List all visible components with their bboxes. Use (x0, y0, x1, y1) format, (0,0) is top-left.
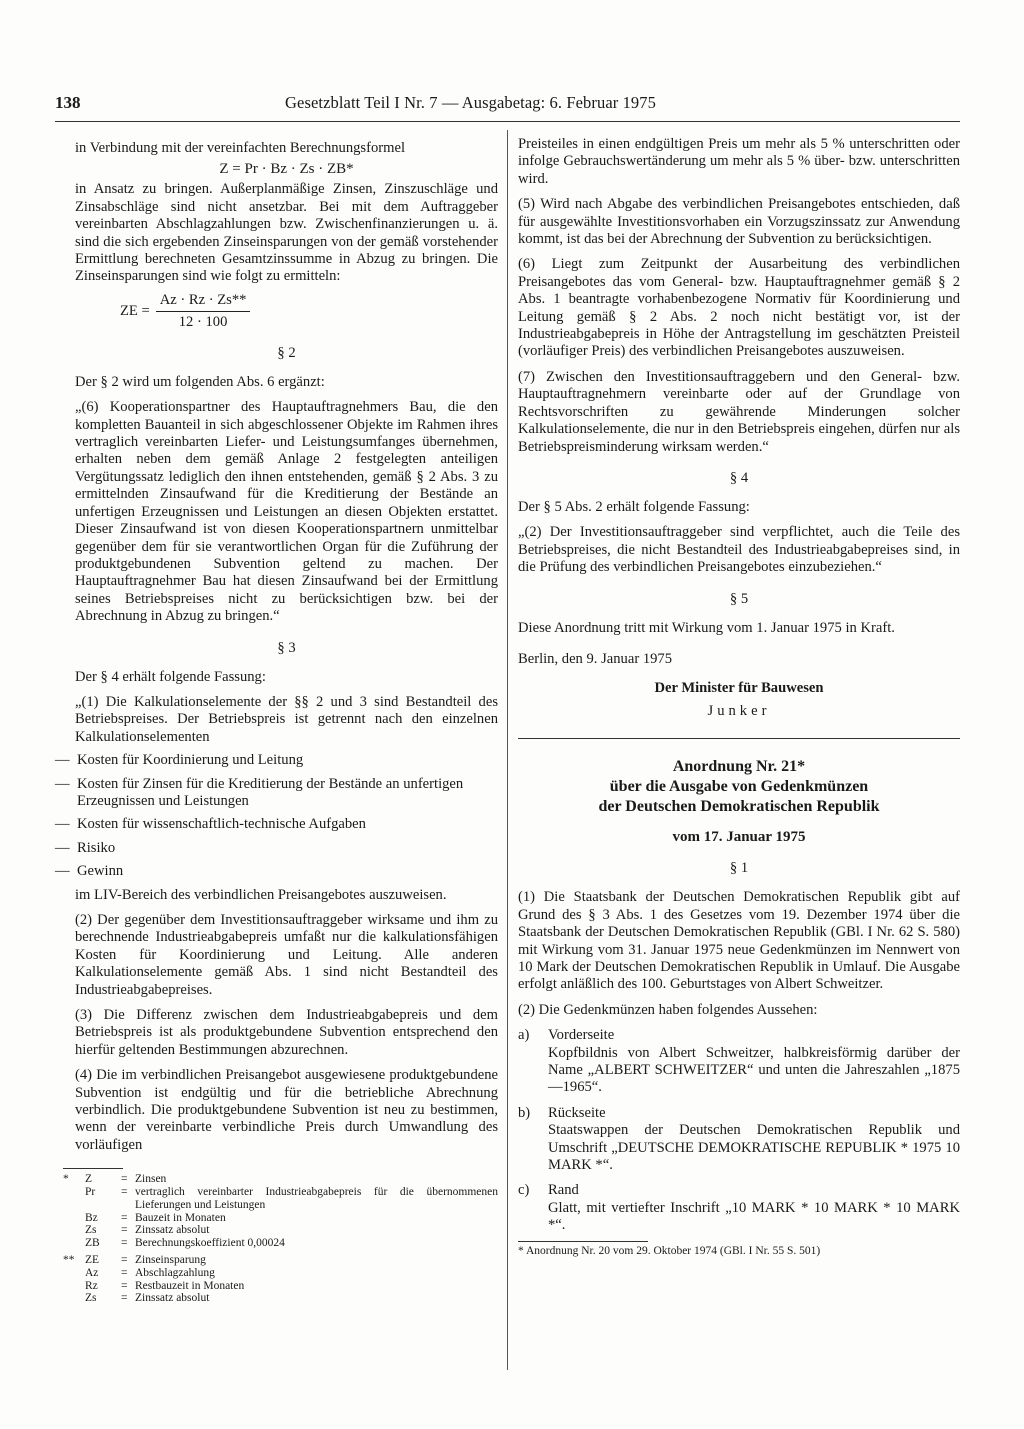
formula-lhs: ZE = (120, 302, 150, 319)
footnote-row: Bz = Bauzeit in Monaten (85, 1211, 226, 1224)
section-heading: § 4 (729, 469, 749, 486)
paragraph: (4) Die im verbindlichen Preisangebot ausgewiesene produktgebundene Subvention ist endgültig und für die betriebliche Abrechnung verbindlich. Die produktgebundene Subvention ist neu zu bestimmen, wenn der vereinbarte verbindliche Preis durch Umwandlung des vorläufigen (75, 1067, 498, 1153)
paragraph: „(6) Kooperationspartner des Hauptauftragnehmers Bau, die den kompletten Bauanteil in sich abgeschlossener Objekte im Rahmen ihres vertraglich vereinbarten Liefer- und Leistungsumfanges übernehmen, erhalten neben dem gemäß Anlage 2 festgelegten anteiligen Vergütungssatz lediglich den ihnen entstehenden, gemäß § 2 Abs. 3 zu ermittelnden Zinsaufwand für die Kreditierung der Bestände an unfertigen Erzeugnissen und Leistungen an diesen Objekten erstattet. Dieser Zinsaufwand ist von diesen Kooperationspartnern unmittelbar gegenüber dem für sie verantwortlichen Organ für die Zuführung der produktgebundenen Subvention geltend zu machen. Der Hauptauftragnehmer Bau hat diesen Zinsaufwand bei der Ermittlung seines Betriebspreises nicht zu berücksichtigen bzw. bei der Abrechnung in Abzug zu bringen.“ (75, 399, 498, 625)
footnote-row: Pr = vertraglich vereinbarter Industrieabgabepreis für die übernommenen Lieferungen und Leistungen (85, 1186, 498, 1211)
signer-name: Junker (707, 703, 771, 720)
footnote-text: * Anordnung Nr. 20 vom 29. Oktober 1974 (GBl. I Nr. 55 S. 501) (518, 1244, 821, 1257)
page-header (55, 93, 960, 119)
footnote-right (518, 1241, 960, 1258)
title-line: der Deutschen Demokratischen Republik (598, 798, 880, 816)
paragraph: „(1) Die Kalkulationselemente der §§ 2 und 3 sind Bestandteil des Betriebspreises. Der Betriebspreis ist getrennt nach den einzelnen Kalkulationselementen (75, 693, 498, 745)
footnote-row: Zs = Zinssatz absolut (85, 1224, 210, 1237)
footnotes-left (63, 1168, 498, 1305)
footnote-row: Az = Abschlagzahlung (85, 1266, 215, 1279)
section-heading: § 1 (729, 860, 749, 877)
footnote-row: Zs = Zinssatz absolut (85, 1292, 210, 1305)
list-item: — Kosten für Zinsen für die Kreditierung der Bestände an unfertigen Erzeugnissen und Leistungen (55, 775, 464, 809)
list-item: — Kosten für wissenschaftlich-technische Aufgaben (55, 816, 366, 833)
minister-title: Der Minister für Bauwesen (654, 680, 824, 697)
coin-item-text: Kopfbildnis von Albert Schweitzer, halbkreisförmig darüber der Name „ALBERT SCHWEITZER“ und unten die Jahreszahlen „1875—1965“. (548, 1044, 960, 1096)
left-column (55, 140, 498, 1305)
cost-list (55, 752, 498, 880)
coin-item-text: Glatt, mit vertiefter Inschrift „10 MARK * 10 MARK * 10 MARK *“. (548, 1199, 960, 1234)
paragraph: (1) Die Staatsbank der Deutschen Demokratischen Republik gibt auf Grund des § 3 Abs. 1 des Gesetzes vom 19. Dezember 1974 über die Staatsbank der Deutschen Demokratischen Republik (GBl. I Nr. 62 S. 580) mit Wirkung vom 31. Januar 1975 neue Gedenkmünzen im Nennwert von 10 Mark der Deutschen Demokratischen Republik in Umlauf. Die Ausgabe erfolgt anläßlich des 100. Geburtstages von Albert Schweitzer. (518, 889, 960, 993)
column-divider (507, 130, 508, 1370)
paragraph: (7) Zwischen den Investitionsauftraggebern und den General- bzw. Hauptauftragnehmern vereinbarte oder auf der Grundlage von Rechtsvorschriften zu gewährende Minderungen solcher Kalkulationselemente, die nur in den Betriebspreis eingehen, dürfen nur als Betriebspreisminderung wirksam werden.“ (518, 368, 960, 455)
footnote-row: * Z = Zinsen (63, 1173, 167, 1186)
paragraph: Diese Anordnung tritt mit Wirkung vom 1. Januar 1975 in Kraft. (518, 619, 895, 636)
paragraph: (5) Wird nach Abgabe des verbindlichen Preisangebotes entschieden, daß für ausgewählte Investitionsvorhaben ein Vorzugszinssatz zur Anwendung kommt, ist das bei der Abrechnung der Subvention zu berücksichtigen. (518, 196, 960, 248)
paragraph: Der § 2 wird um folgenden Abs. 6 ergänzt: (75, 373, 325, 390)
formula-savings (120, 292, 498, 331)
running-head: Gesetzblatt Teil I Nr. 7 — Ausgabetag: 6. Februar 1975 (285, 93, 656, 112)
paragraph: „(2) Der Investitionsauftraggeber sind verpflichtet, auch die Teile des Betriebspreises, die nicht Bestandteil des Industrieabgabepreises sind, in die Prüfung des verbindlichen Preisangebotes einzubeziehen.“ (518, 524, 960, 576)
paragraph: (2) Der gegenüber dem Investitionsauftraggeber wirksame und ihm zu berechnende Industrieabgabepreis umfaßt nur die kalkulationsfähigen Kosten für Koordinierung und Leitung. Alle anderen Kalkulationselemente gemäß Abs. 1 sind nicht Bestandteil des Industrieabgabepreises. (75, 912, 498, 998)
formula-interest: Z = Pr · Bz · Zs · ZB* (219, 161, 354, 178)
coin-item: b) Rückseite (518, 1104, 606, 1121)
right-column (518, 130, 960, 1258)
paragraph: im LIV-Bereich des verbindlichen Preisangebotes auszuweisen. (75, 886, 447, 903)
paragraph: in Ansatz zu bringen. Außerplanmäßige Zinsen, Zinszuschläge und Zinsabschläge sind nicht ansetzbar. Bei mit dem Auftraggeber vereinbarten Abschlagzahlungen bzw. Zwischenfinanzierungen u. ä. sind die sich ergebenden Zinseinsparungen von der gemäß vorstehender Ermittlung berechneten Gesamtzinssumme in Abzug zu bringen. Die Zinseinsparungen sind wie folgt zu ermitteln: (75, 181, 498, 285)
title-line: Anordnung Nr. 21* (672, 758, 806, 776)
paragraph: in Verbindung mit der vereinfachten Berechnungsformel (75, 140, 406, 156)
footnote-row: ZB = Berechnungskoeffizient 0,00024 (85, 1237, 285, 1250)
paragraph: (6) Liegt zum Zeitpunkt der Ausarbeitung des verbindlichen Preisangebotes das vom General- bzw. Hauptauftragnehmer gemäß § 2 Abs. 1 beantragte vorhabenbezogene Normativ für Koordinierung und Leitung gemäß § 2 Abs. 2 noch nicht bestätigt vor, ist der Industrieabgabepreis in Höhe der Antragstellung im geschätzten Preisteil (vorläufiger Preis) des verbindlichen Preisangebotes auszuweisen. (518, 256, 960, 360)
paragraph: Der § 5 Abs. 2 erhält folgende Fassung: (518, 498, 750, 515)
coin-item: a) Vorderseite (518, 1027, 615, 1044)
list-item: — Kosten für Koordinierung und Leitung (55, 752, 304, 769)
list-item: — Risiko (55, 839, 116, 856)
ordinance-date: vom 17. Januar 1975 (672, 829, 806, 846)
title-line: über die Ausgabe von Gedenkmünzen (609, 778, 869, 796)
coin-item: c) Rand (518, 1182, 579, 1199)
ordinance-title (518, 757, 960, 817)
list-item: — Gewinn (55, 863, 124, 880)
page-number: 138 (55, 93, 81, 112)
formula-numerator: Az · Rz · Zs** (156, 292, 251, 312)
footnote-row: Rz = Restbauzeit in Monaten (85, 1279, 245, 1292)
paragraph: Der § 4 erhält folgende Fassung: (75, 668, 266, 685)
paragraph: (3) Die Differenz zwischen dem Industrieabgabepreis und dem Betriebspreis ist als produktgebundene Subvention entsprechend den hierfür geltenden Bestimmungen abzurechnen. (75, 1007, 498, 1058)
paragraph: (2) Die Gedenkmünzen haben folgendes Aussehen: (518, 1001, 818, 1018)
place-date: Berlin, den 9. Januar 1975 (518, 650, 673, 667)
paragraph: Preisteiles in einen endgültigen Preis um mehr als 5 % unterschritten oder infolge Gebrauchswertänderung um mehr als 5 % über- bzw. unterschritten wird. (518, 136, 960, 187)
coin-item-text: Staatswappen der Deutschen Demokratischen Republik und Umschrift „DEUTSCHE DEMOKRATISCHE REPUBLIK * 1975 10 MARK *“. (548, 1122, 960, 1174)
separator-rule (518, 738, 960, 739)
section-heading: § 2 (277, 344, 296, 361)
footnote-row: ** ZE = Zinseinsparung (63, 1254, 206, 1267)
section-heading: § 5 (729, 590, 749, 607)
formula-denominator: 12 · 100 (178, 313, 228, 330)
header-rule (55, 121, 960, 122)
section-heading: § 3 (277, 639, 296, 656)
